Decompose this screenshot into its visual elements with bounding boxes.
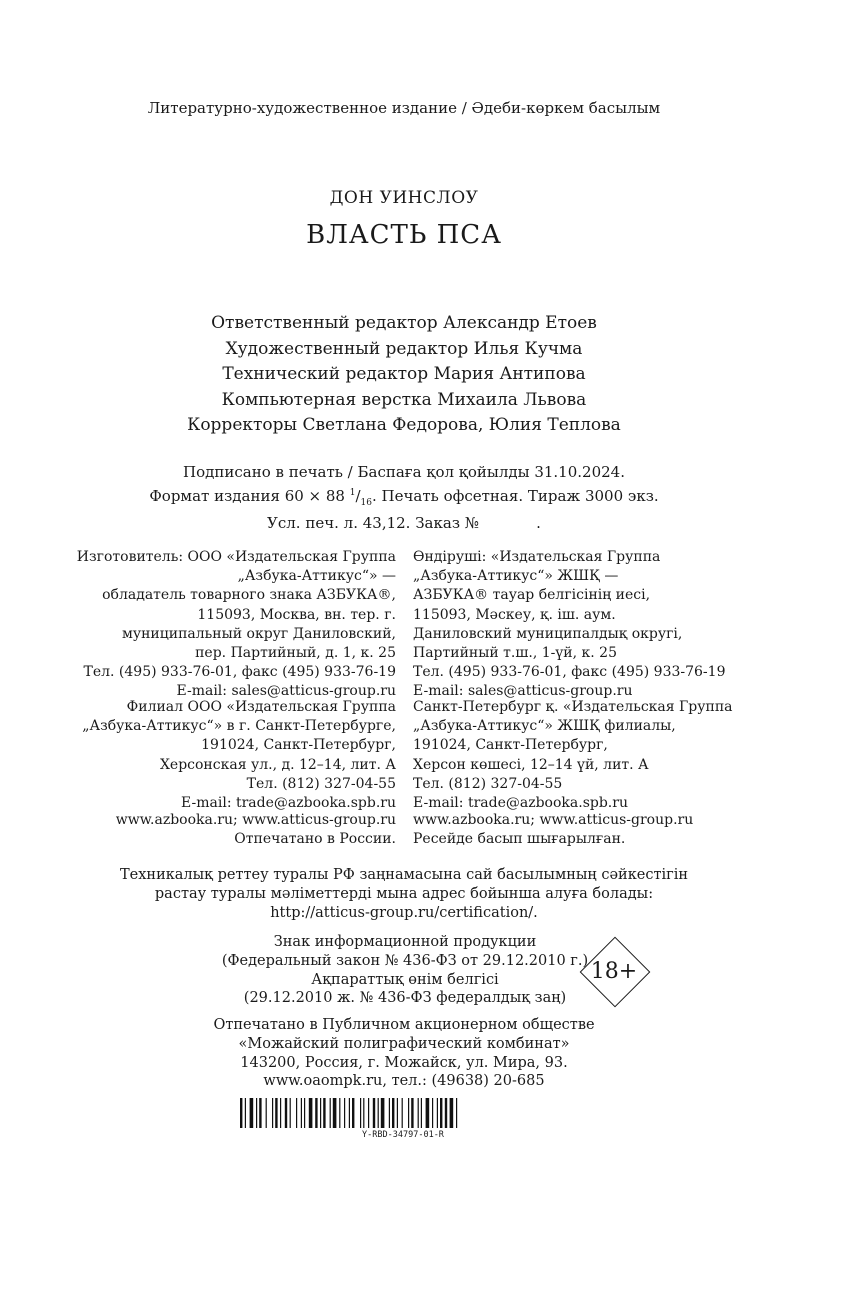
certification-note [0, 866, 808, 922]
manufacturer-kz-line: „Азбука-Аттикус“» ЖШҚ — [413, 568, 619, 585]
barcode-bar [408, 1098, 409, 1128]
branch-ru-line: Херсонская ул., д. 12–14, лит. А [159, 756, 396, 773]
signed-date: Подписано в печать / Баспаға қол қойылды 31.10.2024. [183, 463, 625, 481]
format-print-run: . Печать офсетная. Тираж 3000 экз. [371, 486, 659, 505]
printer-info [0, 1016, 808, 1091]
barcode-bar [301, 1098, 302, 1128]
manufacturer-ru-line: Изготовитель: ООО «Издательская Группа [76, 549, 396, 565]
format-text: Формат издания 60 × 88 [149, 486, 350, 505]
manufacturer-ru [60, 548, 396, 702]
barcode-bar [445, 1098, 447, 1128]
websites-kz-links: www.azbooka.ru; www.atticus-group.ru [413, 812, 694, 828]
printer-line: «Можайский полиграфический комбинат» [238, 1035, 570, 1052]
branch-kz-line: Санкт-Петербург қ. «Издательская Группа [413, 699, 733, 715]
certification-line: растау туралы мәліметтерді мына адрес бойынша алуға болады: [154, 885, 654, 902]
print-details [0, 462, 808, 534]
barcode-bar [259, 1098, 261, 1128]
manufacturer-ru-line: „Азбука-Аттикус“» — [237, 568, 396, 585]
credit-line: Художественный редактор Илья Кучма [225, 338, 583, 359]
barcode-bar [373, 1098, 375, 1128]
barcode-bar [290, 1098, 291, 1128]
barcode-bar [389, 1098, 390, 1128]
barcode-graphic [240, 1098, 566, 1128]
barcode-bar [245, 1098, 246, 1128]
printer-line: www.oaompk.ru, тел.: (49638) 20-685 [263, 1073, 545, 1090]
format-denominator: 16 [360, 497, 372, 508]
branch-kz-line: Херсон көшесі, 12–14 үй, лит. А [413, 756, 649, 773]
author-name: ДОН УИНСЛОУ [329, 188, 479, 208]
websites-kz [413, 811, 743, 849]
format-numerator: 1 [349, 487, 356, 498]
printed-in-kz: Ресейде басып шығарылған. [413, 831, 626, 848]
branch-ru-email: E-mail: trade@azbooka.spb.ru [181, 795, 396, 812]
info-sign-line: (Федеральный закон № 436-ФЗ от 29.12.2010 г.) [221, 952, 589, 969]
barcode-bar [368, 1098, 369, 1128]
certification-line: Техникалық реттеу туралы РФ заңнамасына сай басылымның сәйкестігін [119, 867, 689, 883]
barcode-bar [352, 1098, 354, 1128]
barcode-bar [266, 1098, 267, 1128]
barcode-bar [363, 1098, 364, 1128]
info-sign-line: Ақпараттық өнім белгісі [311, 971, 499, 988]
credit-line: Технический редактор Мария Антипова [222, 364, 586, 384]
barcode-bar [360, 1098, 361, 1128]
barcode-bar [426, 1098, 430, 1128]
manufacturer-ru-line: муниципальный округ Даниловский, [121, 625, 396, 642]
manufacturer-ru-line: обладатель товарного знака АЗБУКА®, [102, 587, 396, 604]
barcode-bar [296, 1098, 297, 1128]
barcode-bar [240, 1098, 242, 1128]
barcode-bar [315, 1098, 317, 1128]
manufacturer-kz [413, 548, 743, 702]
barcode-code: Y-RBD-34797-01-R [362, 1130, 444, 1140]
barcode-bar [275, 1098, 277, 1128]
manufacturer-kz-line: Даниловский муниципалдық округі, [413, 625, 683, 642]
barcode-bar [381, 1098, 385, 1128]
manufacturer-kz-email: E-mail: sales@atticus-group.ru [413, 683, 633, 700]
barcode-bar [418, 1098, 419, 1128]
printer-line: 143200, Россия, г. Можайск, ул. Мира, 93. [240, 1054, 568, 1071]
branch-kz-line: Тел. (812) 327-04-55 [413, 775, 563, 792]
barcode-bar [304, 1098, 305, 1128]
edition-type: Литературно-художественное издание / Әдеби-көркем басылым [147, 99, 661, 117]
manufacturer-kz-line: Өндіруші: «Издательская Группа [413, 549, 661, 565]
barcode-bar [272, 1098, 273, 1128]
book-title: ВЛАСТЬ ПСА [306, 220, 502, 250]
editorial-credits [0, 311, 808, 439]
branch-kz [413, 698, 743, 813]
branch-kz-email: E-mail: trade@azbooka.spb.ru [413, 795, 628, 812]
credit-line: Корректоры Светлана Федорова, Юлия Теплова [187, 415, 621, 435]
manufacturer-ru-line: пер. Партийный, д. 1, к. 25 [195, 645, 396, 662]
barcode-bar [421, 1098, 422, 1128]
branch-ru-line: Тел. (812) 327-04-55 [246, 775, 396, 792]
barcode-bar [339, 1098, 340, 1128]
manufacturer-ru-line: 115093, Москва, вн. тер. г. [197, 606, 396, 623]
certification-url: http://atticus-group.ru/certification/. [270, 904, 538, 921]
info-sign-line: Знак информационной продукции [273, 934, 537, 950]
manufacturer-kz-line: АЗБУКА® тауар белгісінің иесі, [413, 587, 651, 604]
order-line: Усл. печ. л. 43,12. Заказ № . [267, 514, 541, 532]
age-rating: 18+ [590, 959, 638, 984]
barcode-bar [320, 1098, 321, 1128]
barcode-bar [309, 1098, 313, 1128]
barcode-bar [432, 1098, 433, 1128]
barcode-bar [256, 1098, 257, 1128]
credit-line: Ответственный редактор Александр Етоев [211, 313, 597, 333]
barcode-bar [330, 1098, 331, 1128]
barcode-bar [333, 1098, 337, 1128]
barcode-bar [392, 1098, 394, 1128]
info-sign-line: (29.12.2010 ж. № 436-ФЗ федералдық заң) [243, 990, 567, 1007]
barcode-bar [344, 1098, 345, 1128]
barcode-bar [437, 1098, 438, 1128]
branch-ru-line: „Азбука-Аттикус“» в г. Санкт-Петербурге, [82, 718, 396, 735]
format-line: Формат издания 60 × 88 $^1/_{16}$. Печать офсетная. Тираж 3000 экз. [149, 486, 659, 508]
barcode-bar [402, 1098, 403, 1128]
websites-ru-links: www.azbooka.ru; www.atticus-group.ru [115, 812, 396, 828]
branch-ru [60, 698, 396, 813]
manufacturer-kz-line: Партийный т.ш., 1-үй, к. 25 [413, 645, 617, 662]
barcode-bar [411, 1098, 413, 1128]
printed-in-ru: Отпечатано в России. [234, 831, 396, 848]
barcode-bar [285, 1098, 287, 1128]
barcode-bar [456, 1098, 457, 1128]
barcode-bar [280, 1098, 281, 1128]
branch-kz-line: 191024, Санкт-Петербург, [413, 737, 608, 754]
branch-kz-line: „Азбука-Аттикус“» ЖШҚ филиалы, [413, 718, 676, 735]
manufacturer-ru-email: E-mail: sales@atticus-group.ru [176, 683, 396, 700]
branch-ru-line: Филиал ООО «Издательская Группа [126, 699, 396, 715]
barcode-bar [440, 1098, 442, 1128]
barcode-bar [450, 1098, 454, 1128]
barcode-bar [378, 1098, 379, 1128]
credit-line: Компьютерная верстка Михаила Львова [221, 389, 587, 410]
barcode-bar [250, 1098, 254, 1128]
manufacturer-kz-line: 115093, Мәскеу, қ. іш. аум. [413, 606, 616, 623]
printer-line: Отпечатано в Публичном акционерном обществе [213, 1017, 595, 1033]
barcode-bar [323, 1098, 325, 1128]
barcode-bar [397, 1098, 398, 1128]
info-product-sign [210, 933, 600, 1008]
branch-ru-line: 191024, Санкт-Петербург, [201, 737, 396, 754]
barcode-bar [349, 1098, 350, 1128]
websites-ru [60, 811, 396, 849]
manufacturer-kz-line: Тел. (495) 933-76-01, факс (495) 933-76-19 [413, 664, 726, 681]
manufacturer-ru-line: Тел. (495) 933-76-01, факс (495) 933-76-19 [83, 664, 396, 681]
